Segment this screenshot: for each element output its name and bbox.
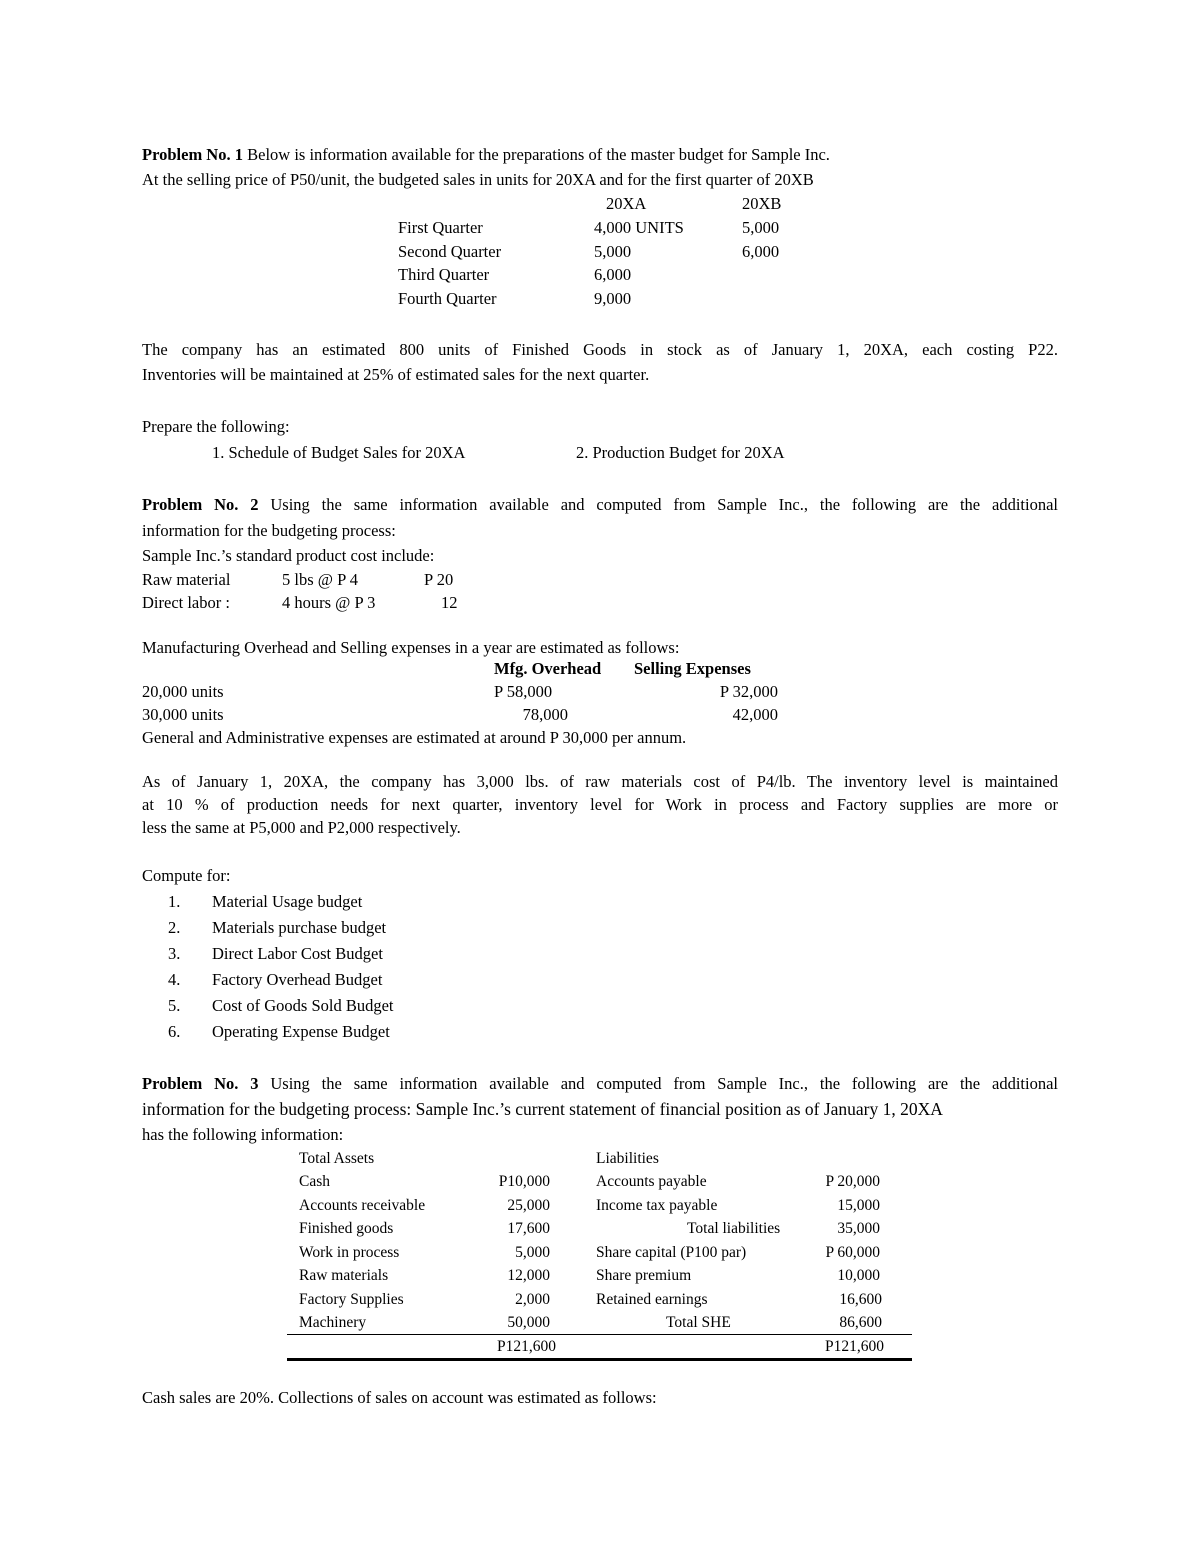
p1-row-label: Second Quarter <box>398 242 502 261</box>
problem1-prepare: Prepare the following: <box>142 417 290 436</box>
p1-row-20xa: 9,000 <box>594 289 632 308</box>
list-num: 3. <box>168 944 181 963</box>
p1-row-label: Third Quarter <box>398 265 490 284</box>
problem2-intro-line2: information for the budgeting process: <box>142 521 396 540</box>
std-row-amt: 12 <box>441 593 458 612</box>
liability-value: 86,600 <box>839 1314 882 1331</box>
asset-value: 2,000 <box>515 1291 550 1308</box>
ga-line: General and Administrative expenses are estimated at around P 30,000 per annum. <box>142 728 687 747</box>
list-num: 6. <box>168 1022 181 1041</box>
totals-bottom-rule <box>287 1358 912 1361</box>
asset-label: Work in process <box>299 1244 400 1261</box>
problem1-heading: Problem No. 1 <box>142 145 243 164</box>
total-liabilities-value: P121,600 <box>825 1338 884 1355</box>
cash-sales-line: Cash sales are 20%. Collections of sales on account was estimated as follows: <box>142 1388 657 1407</box>
overhead-header-mfg-text: Mfg. Overhead <box>494 659 602 678</box>
problem1-task2: 2. Production Budget for 20XA <box>576 443 785 462</box>
problem2-std-cost: Sample Inc.’s standard product cost include: <box>142 546 435 565</box>
p1-row-20xa: 5,000 <box>594 242 632 261</box>
std-row-amt: P 20 <box>424 570 454 589</box>
asset-value: 17,600 <box>507 1220 550 1237</box>
problem1-intro-text: Below is information available for the preparations of the master budget for Sample Inc. <box>247 145 830 164</box>
problem1-para-line1: The company has an estimated 800 units of Finished Goods in stock as of January 1, 20XA, each costing P22. <box>142 340 1058 359</box>
problem1-para-line2: Inventories will be maintained at 25% of estimated sales for the next quarter. <box>142 365 650 384</box>
problem3-intro-line3: has the following information: <box>142 1125 344 1144</box>
liabilities-header: Liabilities <box>596 1150 659 1167</box>
list-num: 2. <box>168 918 181 937</box>
problem3-intro-line2: information for the budgeting process: Sample Inc.’s current statement of financial position as of January 1, 20XA <box>142 1099 943 1119</box>
liability-label: Total liabilities <box>687 1220 781 1237</box>
list-item: Cost of Goods Sold Budget <box>212 996 394 1015</box>
overhead-row-mfg: 78,000 <box>522 705 568 724</box>
std-row-qty: 5 lbs @ P 4 <box>282 570 359 589</box>
std-row-qty: 4 hours @ P 3 <box>282 593 376 612</box>
problem2-heading: Problem No. 2 <box>142 495 259 514</box>
asset-label: Accounts receivable <box>299 1197 426 1214</box>
liability-value: 10,000 <box>837 1267 880 1284</box>
problem3-heading: Problem No. 3 <box>142 1074 259 1093</box>
liability-value: P 60,000 <box>825 1244 880 1261</box>
overhead-header-selling <box>634 659 751 679</box>
list-item: Factory Overhead Budget <box>212 970 383 989</box>
overhead-row-mfg: P 58,000 <box>494 682 553 701</box>
asset-value: 5,000 <box>515 1244 550 1261</box>
problem1-line2: At the selling price of P50/unit, the budgeted sales in units for 20XA and for the first quarter of 20XB <box>142 170 814 189</box>
p1-header-20xb: 20XB <box>742 194 782 213</box>
liability-label: Income tax payable <box>596 1197 718 1214</box>
problem2-intro <box>142 495 1058 515</box>
asset-label: Factory Supplies <box>299 1291 404 1308</box>
liability-label: Retained earnings <box>596 1291 708 1308</box>
p1-row-20xa: 6,000 <box>594 265 632 284</box>
std-row-label: Direct labor : <box>142 593 230 612</box>
p1-row-20xb: 6,000 <box>742 242 780 261</box>
asset-label: Raw materials <box>299 1267 389 1284</box>
asset-value: 50,000 <box>507 1314 550 1331</box>
overhead-row-label: 20,000 units <box>142 682 224 701</box>
liability-value: 15,000 <box>837 1197 880 1214</box>
overhead-intro: Manufacturing Overhead and Selling expenses in a year are estimated as follows: <box>142 638 680 657</box>
list-item: Material Usage budget <box>212 892 363 911</box>
overhead-header-mfg <box>494 659 601 679</box>
compute-for: Compute for: <box>142 866 231 885</box>
asset-value: 25,000 <box>507 1197 550 1214</box>
p1-row-label: First Quarter <box>398 218 483 237</box>
list-num: 4. <box>168 970 181 989</box>
p1-row-label: Fourth Quarter <box>398 289 497 308</box>
assets-header: Total Assets <box>299 1150 375 1167</box>
asset-label: Cash <box>299 1173 330 1190</box>
problem3-intro <box>142 1074 1058 1094</box>
p1-row-20xa: 4,000 UNITS <box>594 218 684 237</box>
list-num: 5. <box>168 996 181 1015</box>
inventory-line1: As of January 1, 20XA, the company has 3,000 lbs. of raw materials cost of P4/lb. The inventory level is maintained <box>142 772 1058 791</box>
liability-label: Share capital (P100 par) <box>596 1244 747 1261</box>
liability-value: P 20,000 <box>825 1173 880 1190</box>
list-num: 1. <box>168 892 181 911</box>
problem2-intro-text: Using the same information available and computed from Sample Inc., the following are the additional <box>270 495 1058 514</box>
asset-value: 12,000 <box>507 1267 550 1284</box>
list-item: Materials purchase budget <box>212 918 387 937</box>
liability-label: Accounts payable <box>596 1173 707 1190</box>
list-item: Direct Labor Cost Budget <box>212 944 383 963</box>
p1-header-20xa: 20XA <box>606 194 647 213</box>
overhead-row-sell: 42,000 <box>732 705 778 724</box>
overhead-row-label: 30,000 units <box>142 705 224 724</box>
problem3-intro-text: Using the same information available and computed from Sample Inc., the following are the additional <box>270 1074 1058 1093</box>
total-assets-value: P121,600 <box>497 1338 556 1355</box>
asset-value: P10,000 <box>498 1173 550 1190</box>
overhead-row-sell: P 32,000 <box>719 682 778 701</box>
asset-label: Finished goods <box>299 1220 394 1237</box>
p1-row-20xb: 5,000 <box>742 218 780 237</box>
liability-label: Share premium <box>596 1267 692 1284</box>
liability-value: 16,600 <box>839 1291 882 1308</box>
liability-label: Total SHE <box>666 1314 731 1331</box>
problem1-task1: 1. Schedule of Budget Sales for 20XA <box>212 443 466 462</box>
problem1-intro <box>142 145 830 165</box>
liability-value: 35,000 <box>837 1220 880 1237</box>
std-row-label: Raw material <box>142 570 231 589</box>
overhead-header-selling-text: Selling Expenses <box>634 659 751 678</box>
totals-top-rule <box>287 1334 912 1335</box>
asset-label: Machinery <box>299 1314 367 1331</box>
list-item: Operating Expense Budget <box>212 1022 390 1041</box>
inventory-line3: less the same at P5,000 and P2,000 respectively. <box>142 818 461 837</box>
inventory-line2: at 10 % of production needs for next quarter, inventory level for Work in process and Factory supplies are more or <box>142 795 1058 814</box>
